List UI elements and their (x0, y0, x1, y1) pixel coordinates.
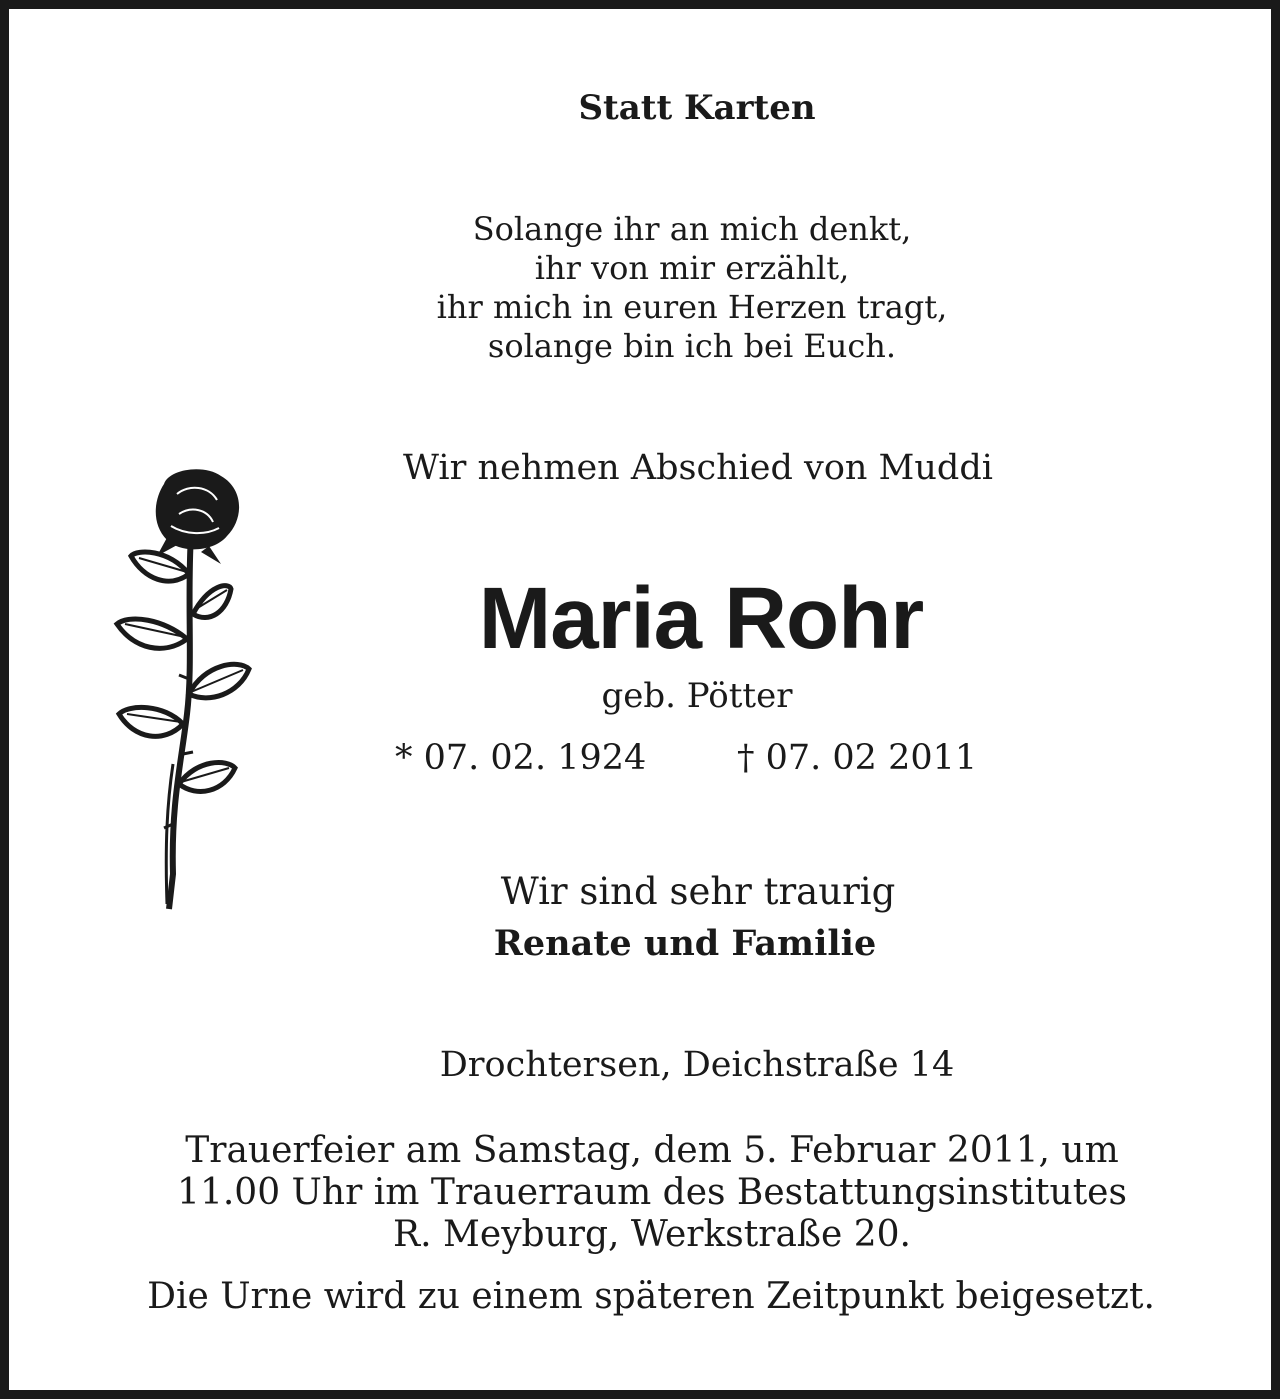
header-statt-karten: Statt Karten (578, 88, 816, 128)
farewell-line: Wir nehmen Abschied von Muddi (403, 448, 993, 488)
deceased-name: Maria Rohr (478, 570, 924, 667)
service-line: 11.00 Uhr im Trauerraum des Bestattungsinstitutes (177, 1172, 1127, 1213)
signers: Renate und Familie (493, 923, 877, 964)
death-date: † 07. 02 2011 (737, 738, 978, 778)
poem-line: ihr mich in euren Herzen tragt, (436, 288, 948, 326)
poem-line: ihr von mir erzählt, (534, 249, 850, 287)
service-line: R. Meyburg, Werkstraße 20. (393, 1214, 911, 1255)
poem (9, 210, 1280, 366)
maiden-name: geb. Pötter (601, 676, 793, 716)
poem-line: Solange ihr an mich denkt, (472, 210, 912, 248)
service-line: Trauerfeier am Samstag, dem 5. Februar 2011, um (185, 1130, 1119, 1171)
address: Drochtersen, Deichstraße 14 (439, 1045, 955, 1085)
sad-line: Wir sind sehr traurig (500, 870, 896, 913)
birth-date: * 07. 02. 1924 (395, 738, 647, 778)
service-details (9, 1130, 1280, 1256)
poem-line: solange bin ich bei Euch. (487, 327, 897, 365)
urn-note: Die Urne wird zu einem späteren Zeitpunkt beigesetzt. (147, 1276, 1155, 1317)
